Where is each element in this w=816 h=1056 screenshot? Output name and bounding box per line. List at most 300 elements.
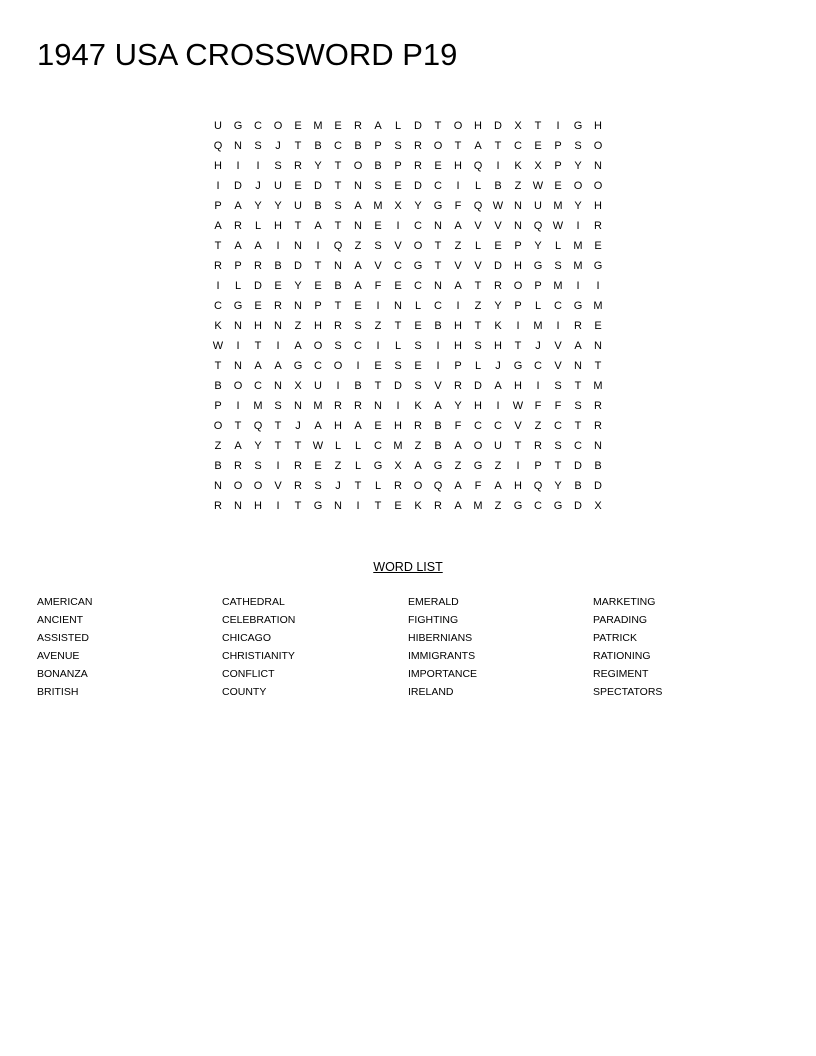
word-list-column [37, 593, 217, 701]
grid-cell: M [373, 200, 383, 212]
grid-cell: P [214, 200, 222, 212]
word-list-item: PARADING [593, 614, 648, 626]
grid-cell: B [374, 160, 382, 172]
grid-cell: E [294, 180, 302, 192]
grid-cell: R [414, 420, 422, 432]
grid-cell: G [513, 360, 523, 372]
word-list-item: CHICAGO [222, 632, 272, 644]
grid-cell: A [314, 220, 322, 232]
grid-cell: C [354, 340, 362, 352]
grid-cell: G [533, 260, 543, 272]
grid-cell: J [275, 140, 281, 152]
grid-cell: T [494, 140, 502, 152]
grid-row [208, 376, 608, 396]
grid-cell: E [374, 420, 382, 432]
grid-cell: Q [433, 480, 443, 492]
grid-cell: A [454, 440, 462, 452]
grid-cell: R [434, 500, 442, 512]
grid-cell: R [574, 320, 582, 332]
grid-cell: P [374, 140, 382, 152]
grid-cell: E [294, 120, 302, 132]
grid-cell: W [212, 340, 224, 352]
grid-cell: I [216, 180, 220, 192]
word-list-item: COUNTY [222, 686, 267, 698]
grid-cell: N [294, 240, 302, 252]
grid-cell: C [514, 140, 522, 152]
grid-cell: A [454, 480, 462, 492]
grid-cell: N [594, 440, 602, 452]
grid-cell: O [353, 160, 363, 172]
grid-cell: P [514, 240, 522, 252]
grid-cell: T [294, 220, 302, 232]
grid-cell: N [274, 380, 282, 392]
grid-cell: Z [334, 460, 342, 472]
grid-cell: P [554, 160, 562, 172]
grid-cell: G [233, 120, 243, 132]
grid-cell: W [492, 200, 504, 212]
grid-cell: M [253, 400, 263, 412]
word-list-column [408, 593, 588, 701]
grid-cell: E [274, 280, 282, 292]
grid-cell: I [396, 400, 400, 412]
grid-cell: A [354, 420, 362, 432]
word-list-item: IRELAND [408, 686, 454, 698]
grid-cell: I [376, 340, 380, 352]
grid-cell: U [274, 180, 282, 192]
grid-cell: H [514, 480, 522, 492]
grid-cell: B [434, 420, 442, 432]
grid-cell: M [313, 400, 323, 412]
grid-cell: M [393, 440, 403, 452]
grid-cell: L [234, 280, 242, 292]
word-list-item: CONFLICT [222, 668, 275, 680]
grid-cell: K [494, 320, 502, 332]
grid-cell: O [213, 420, 223, 432]
word-list [37, 593, 797, 701]
grid-cell: D [574, 500, 582, 512]
grid-cell: I [456, 180, 460, 192]
grid-cell: S [574, 400, 582, 412]
grid-row [208, 156, 608, 176]
grid-cell: Y [494, 300, 502, 312]
grid-cell: A [414, 460, 422, 472]
grid-cell: Y [254, 440, 262, 452]
grid-cell: D [474, 380, 482, 392]
grid-cell: E [594, 320, 602, 332]
grid-cell: C [314, 360, 322, 372]
grid-cell: T [454, 140, 462, 152]
grid-cell: S [554, 440, 562, 452]
grid-cell: Y [314, 160, 322, 172]
grid-cell: R [274, 300, 282, 312]
grid-cell: V [374, 260, 382, 272]
grid-cell: T [274, 440, 282, 452]
grid-cell: S [414, 380, 422, 392]
grid-cell: H [274, 220, 282, 232]
grid-cell: A [474, 140, 482, 152]
grid-cell: A [574, 340, 582, 352]
grid-cell: R [354, 120, 362, 132]
grid-cell: T [234, 420, 242, 432]
grid-cell: S [274, 160, 282, 172]
grid-cell: T [374, 380, 382, 392]
grid-cell: Z [354, 240, 362, 252]
grid-cell: L [354, 440, 362, 452]
grid-cell: C [394, 260, 402, 272]
grid-cell: G [513, 500, 523, 512]
grid-cell: N [574, 360, 582, 372]
grid-cell: N [514, 200, 522, 212]
word-list-item: IMPORTANCE [408, 668, 478, 680]
grid-cell: B [314, 200, 322, 212]
grid-cell: B [214, 380, 222, 392]
grid-cell: S [354, 320, 362, 332]
word-list-item: HIBERNIANS [408, 632, 473, 644]
grid-row [208, 396, 608, 416]
grid-cell: T [314, 260, 322, 272]
grid-cell: A [254, 240, 262, 252]
grid-cell: P [514, 300, 522, 312]
grid-cell: U [534, 200, 542, 212]
grid-cell: V [474, 260, 482, 272]
word-list-item: AVENUE [37, 650, 80, 662]
grid-cell: C [254, 380, 262, 392]
grid-cell: S [274, 400, 282, 412]
grid-cell: C [434, 300, 442, 312]
grid-cell: C [374, 440, 382, 452]
grid-cell: H [514, 260, 522, 272]
grid-cell: L [534, 300, 542, 312]
grid-cell: Y [254, 200, 262, 212]
grid-cell: I [516, 320, 520, 332]
grid-cell: L [354, 460, 362, 472]
grid-cell: S [334, 200, 342, 212]
grid-cell: O [453, 120, 463, 132]
grid-cell: D [574, 460, 582, 472]
grid-cell: A [354, 200, 362, 212]
grid-cell: I [576, 220, 580, 232]
grid-cell: J [255, 180, 261, 192]
grid-cell: M [573, 260, 583, 272]
grid-cell: F [454, 200, 462, 212]
grid-cell: Y [574, 200, 582, 212]
grid-cell: C [534, 360, 542, 372]
grid-cell: B [434, 440, 442, 452]
grid-cell: S [374, 240, 382, 252]
grid-row [208, 276, 608, 296]
grid-cell: R [454, 380, 462, 392]
grid-cell: Q [533, 480, 543, 492]
grid-row [208, 436, 608, 456]
grid-cell: G [373, 460, 383, 472]
grid-cell: G [573, 120, 583, 132]
word-list-item: IMMIGRANTS [408, 650, 476, 662]
grid-cell: K [514, 160, 522, 172]
grid-cell: B [214, 460, 222, 472]
grid-cell: O [473, 440, 483, 452]
grid-cell: I [336, 380, 340, 392]
grid-cell: E [494, 240, 502, 252]
grid-cell: L [474, 180, 482, 192]
grid-cell: W [512, 400, 524, 412]
grid-cell: T [514, 440, 522, 452]
grid-cell: A [454, 280, 462, 292]
grid-cell: V [434, 380, 442, 392]
grid-cell: I [516, 460, 520, 472]
grid-cell: I [396, 220, 400, 232]
grid-cell: R [294, 160, 302, 172]
grid-cell: O [573, 180, 583, 192]
grid-cell: E [354, 300, 362, 312]
grid-cell: O [273, 120, 283, 132]
grid-cell: D [314, 180, 322, 192]
grid-cell: Z [494, 500, 502, 512]
grid-cell: T [594, 360, 602, 372]
letter-grid [208, 116, 608, 516]
grid-cell: H [594, 120, 602, 132]
grid-cell: N [294, 400, 302, 412]
grid-cell: H [474, 400, 482, 412]
grid-cell: N [234, 360, 242, 372]
grid-row [208, 456, 608, 476]
grid-cell: I [236, 160, 240, 172]
grid-row [208, 316, 608, 336]
grid-cell: V [494, 220, 502, 232]
grid-cell: Y [414, 200, 422, 212]
grid-cell: E [374, 220, 382, 232]
grid-cell: T [334, 160, 342, 172]
grid-cell: R [214, 260, 222, 272]
grid-cell: N [594, 160, 602, 172]
grid-cell: R [414, 140, 422, 152]
grid-cell: P [394, 160, 402, 172]
grid-row [208, 476, 608, 496]
grid-cell: U [494, 440, 502, 452]
grid-cell: C [434, 180, 442, 192]
grid-cell: Y [574, 160, 582, 172]
grid-row [208, 416, 608, 436]
grid-cell: T [274, 420, 282, 432]
grid-cell: R [594, 420, 602, 432]
grid-cell: Y [554, 480, 562, 492]
grid-cell: G [473, 460, 483, 472]
grid-cell: E [254, 300, 262, 312]
grid-cell: B [274, 260, 282, 272]
grid-cell: R [214, 500, 222, 512]
grid-cell: E [394, 280, 402, 292]
grid-cell: A [454, 500, 462, 512]
word-list-item: CATHEDRAL [222, 596, 285, 608]
grid-cell: E [414, 360, 422, 372]
grid-cell: U [214, 120, 222, 132]
word-list-item: CHRISTIANITY [222, 650, 295, 662]
grid-cell: V [474, 220, 482, 232]
grid-cell: H [314, 320, 322, 332]
grid-cell: O [333, 360, 343, 372]
grid-cell: B [354, 140, 362, 152]
grid-cell: T [334, 180, 342, 192]
grid-cell: R [234, 460, 242, 472]
grid-cell: A [214, 220, 222, 232]
grid-cell: A [354, 260, 362, 272]
grid-cell: G [573, 300, 583, 312]
grid-cell: H [454, 340, 462, 352]
grid-cell: Q [213, 140, 223, 152]
grid-cell: F [474, 480, 482, 492]
grid-cell: E [394, 500, 402, 512]
grid-cell: Z [454, 240, 462, 252]
grid-cell: R [394, 480, 402, 492]
grid-cell: Q [473, 200, 483, 212]
grid-cell: T [294, 440, 302, 452]
grid-cell: N [234, 320, 242, 332]
grid-cell: O [413, 480, 423, 492]
grid-cell: G [293, 360, 303, 372]
grid-cell: G [433, 460, 443, 472]
grid-cell: C [414, 280, 422, 292]
grid-cell: W [552, 220, 564, 232]
grid-cell: C [534, 500, 542, 512]
grid-cell: I [536, 380, 540, 392]
grid-cell: P [314, 300, 322, 312]
grid-cell: L [474, 360, 482, 372]
grid-cell: H [494, 340, 502, 352]
grid-cell: K [214, 320, 222, 332]
grid-cell: V [554, 340, 562, 352]
grid-cell: I [436, 360, 440, 372]
grid-cell: C [334, 140, 342, 152]
grid-cell: C [494, 420, 502, 432]
grid-cell: I [576, 280, 580, 292]
grid-cell: P [214, 400, 222, 412]
grid-cell: A [354, 280, 362, 292]
grid-cell: E [334, 120, 342, 132]
grid-cell: V [554, 360, 562, 372]
grid-cell: R [494, 280, 502, 292]
grid-cell: Z [534, 420, 542, 432]
grid-cell: H [474, 120, 482, 132]
grid-cell: M [313, 120, 323, 132]
grid-cell: R [334, 320, 342, 332]
grid-cell: C [254, 120, 262, 132]
grid-cell: F [454, 420, 462, 432]
grid-cell: H [254, 320, 262, 332]
grid-cell: L [334, 440, 342, 452]
grid-cell: G [233, 300, 243, 312]
grid-cell: O [593, 180, 603, 192]
grid-cell: N [274, 320, 282, 332]
grid-cell: R [294, 460, 302, 472]
grid-cell: N [514, 220, 522, 232]
grid-cell: R [414, 160, 422, 172]
grid-cell: A [434, 400, 442, 412]
grid-cell: Z [294, 320, 302, 332]
grid-cell: T [394, 320, 402, 332]
grid-cell: N [234, 500, 242, 512]
grid-cell: Y [454, 400, 462, 412]
grid-cell: O [253, 480, 263, 492]
grid-cell: S [414, 340, 422, 352]
grid-cell: P [534, 280, 542, 292]
grid-cell: T [354, 480, 362, 492]
grid-cell: S [374, 180, 382, 192]
grid-cell: I [356, 360, 360, 372]
word-list-column [593, 593, 773, 701]
grid-cell: I [276, 240, 280, 252]
grid-cell: J [495, 360, 501, 372]
grid-cell: A [294, 340, 302, 352]
grid-cell: E [314, 280, 322, 292]
grid-cell: S [254, 140, 262, 152]
word-list-item: BONANZA [37, 668, 88, 680]
grid-cell: J [535, 340, 541, 352]
grid-cell: Q [473, 160, 483, 172]
grid-cell: Z [414, 440, 422, 452]
grid-cell: M [593, 300, 603, 312]
grid-cell: O [513, 280, 523, 292]
grid-cell: V [394, 240, 402, 252]
grid-cell: X [594, 500, 602, 512]
grid-row [208, 196, 608, 216]
grid-cell: H [214, 160, 222, 172]
grid-cell: D [494, 120, 502, 132]
grid-cell: T [434, 260, 442, 272]
grid-cell: C [554, 300, 562, 312]
grid-cell: L [554, 240, 562, 252]
grid-cell: R [534, 440, 542, 452]
grid-cell: N [334, 260, 342, 272]
grid-cell: X [294, 380, 302, 392]
grid-cell: T [474, 320, 482, 332]
grid-cell: T [374, 500, 382, 512]
grid-cell: Z [474, 300, 482, 312]
grid-row [208, 296, 608, 316]
grid-cell: B [574, 480, 582, 492]
grid-cell: M [553, 280, 563, 292]
grid-cell: N [434, 220, 442, 232]
grid-cell: T [294, 140, 302, 152]
grid-cell: N [594, 340, 602, 352]
grid-row [208, 256, 608, 276]
grid-cell: M [593, 380, 603, 392]
grid-cell: D [594, 480, 602, 492]
grid-cell: P [234, 260, 242, 272]
grid-cell: I [276, 460, 280, 472]
grid-cell: D [294, 260, 302, 272]
grid-cell: A [234, 440, 242, 452]
grid-cell: T [574, 380, 582, 392]
grid-cell: A [234, 240, 242, 252]
grid-cell: T [214, 240, 222, 252]
grid-cell: G [313, 500, 323, 512]
grid-cell: E [554, 180, 562, 192]
grid-cell: Q [253, 420, 263, 432]
grid-cell: I [256, 160, 260, 172]
grid-cell: T [334, 220, 342, 232]
grid-row [208, 236, 608, 256]
grid-cell: R [594, 400, 602, 412]
grid-cell: R [294, 480, 302, 492]
grid-cell: S [254, 460, 262, 472]
grid-cell: I [236, 400, 240, 412]
grid-cell: J [335, 480, 341, 492]
page-title: 1947 USA CROSSWORD P19 [37, 37, 458, 72]
grid-cell: V [514, 420, 522, 432]
grid-cell: K [414, 500, 422, 512]
grid-cell: B [434, 320, 442, 332]
grid-cell: O [413, 240, 423, 252]
grid-cell: R [354, 400, 362, 412]
